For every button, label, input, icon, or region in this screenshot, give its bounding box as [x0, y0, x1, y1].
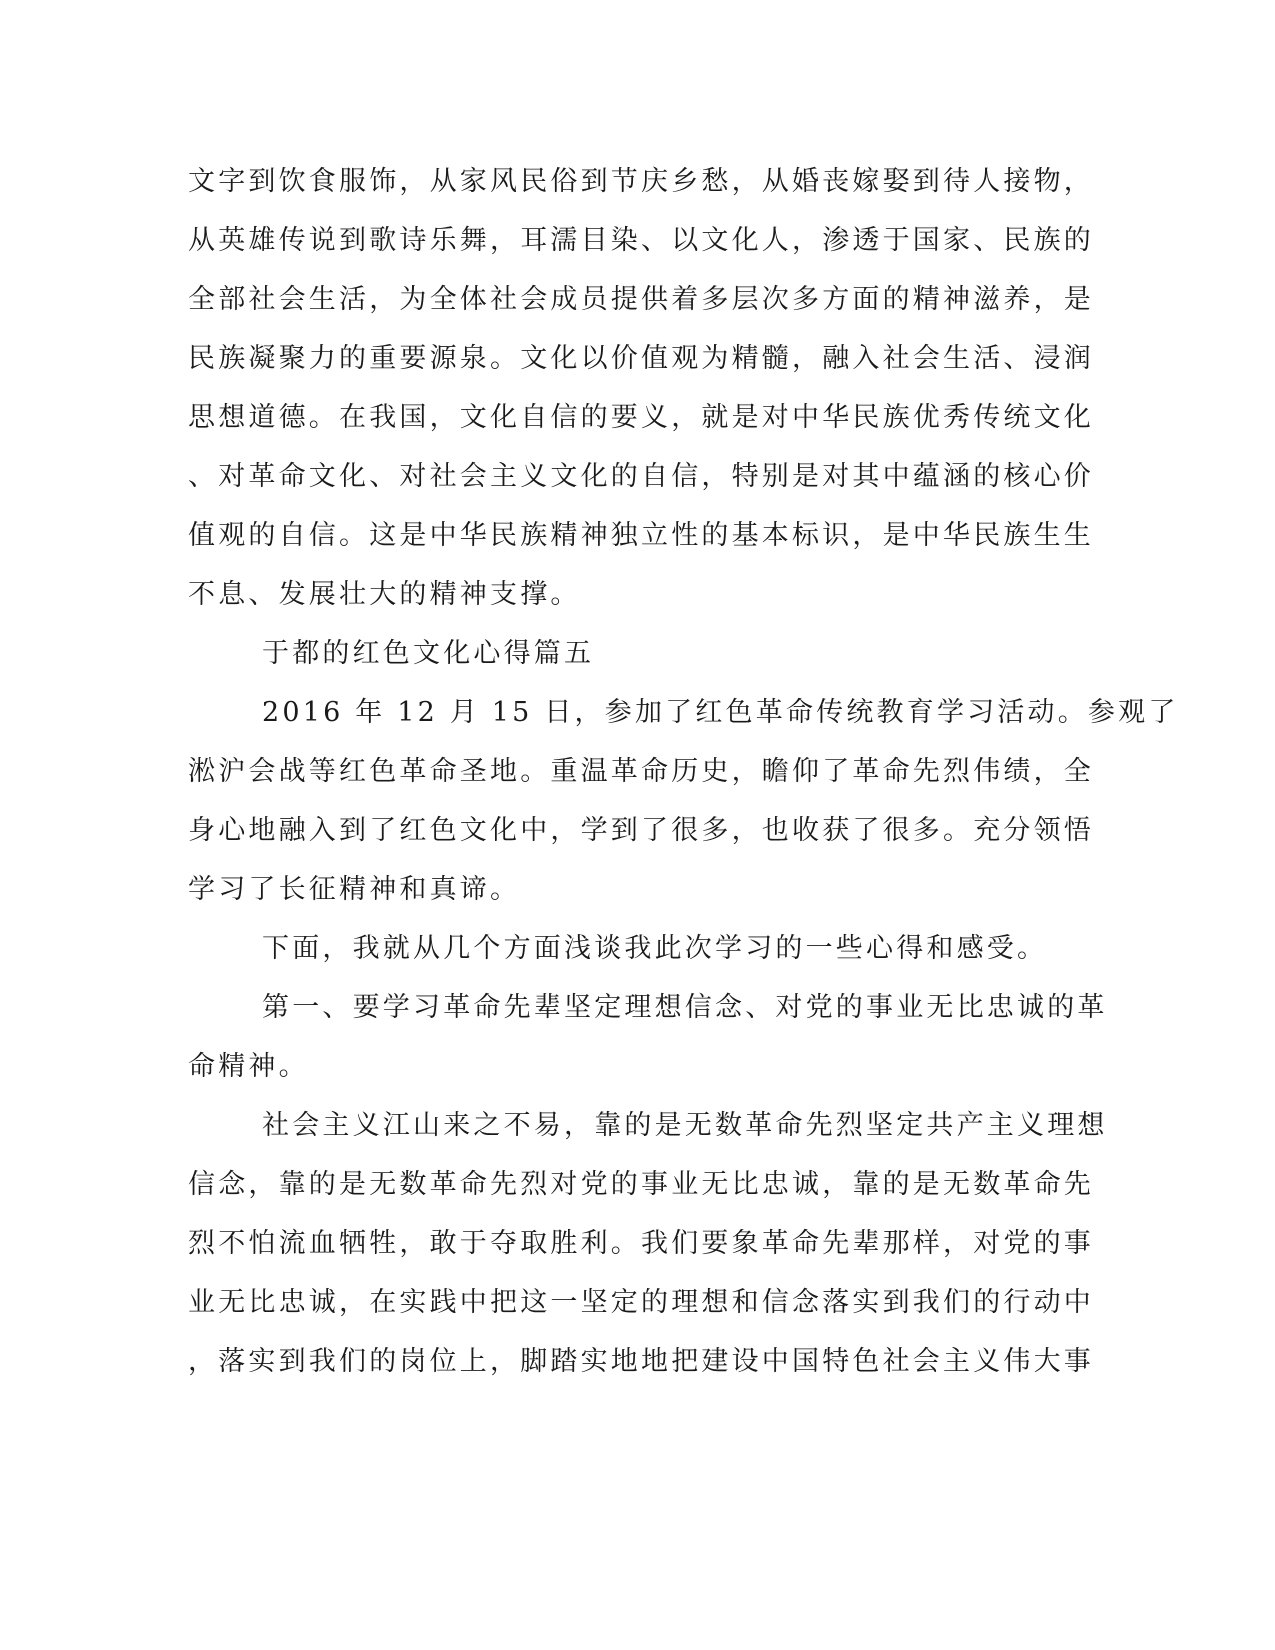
text-line: 不息、发展壮大的精神支撑。 — [188, 579, 581, 610]
text-line: 学习了长征精神和真谛。 — [188, 874, 521, 905]
text-line: 民族凝聚力的重要源泉。文化以价值观为精髓，融入社会生活、浸润 — [188, 343, 1094, 374]
text-line: 文字到饮食服饰，从家风民俗到节庆乡愁，从婚丧嫁娶到待人接物， — [188, 166, 1094, 197]
section-heading: 于都的红色文化心得篇五 — [262, 638, 595, 669]
text-line: 业无比忠诚，在实践中把这一坚定的理想和信念落实到我们的行动中 — [188, 1287, 1094, 1318]
text-line: 淞沪会战等红色革命圣地。重温革命历史，瞻仰了革命先烈伟绩，全 — [188, 756, 1094, 787]
text-line: 下面，我就从几个方面浅谈我此次学习的一些心得和感受。 — [262, 933, 1048, 964]
text-line: 命精神。 — [188, 1051, 309, 1082]
text-line: 社会主义江山来之不易，靠的是无数革命先烈坚定共产主义理想 — [262, 1110, 1108, 1141]
text-line: ，落实到我们的岗位上，脚踏实地地把建设中国特色社会主义伟大事 — [188, 1346, 1094, 1377]
text-line: 全部社会生活，为全体社会成员提供着多层次多方面的精神滋养，是 — [188, 284, 1094, 315]
text-line: 烈不怕流血牺牲，敢于夺取胜利。我们要象革命先辈那样，对党的事 — [188, 1228, 1094, 1259]
text-line: 值观的自信。这是中华民族精神独立性的基本标识，是中华民族生生 — [188, 520, 1094, 551]
text-line: 、对革命文化、对社会主义文化的自信，特别是对其中蕴涵的核心价 — [188, 461, 1094, 492]
text-line: 第一、要学习革命先辈坚定理想信念、对党的事业无比忠诚的革 — [262, 992, 1108, 1023]
text-line: 2016 年 12 月 15 日，参加了红色革命传统教育学习活动。参观了 — [262, 697, 1179, 728]
text-line: 从英雄传说到歌诗乐舞，耳濡目染、以文化人，渗透于国家、民族的 — [188, 225, 1094, 256]
text-line: 身心地融入到了红色文化中，学到了很多，也收获了很多。充分领悟 — [188, 815, 1094, 846]
text-line: 信念，靠的是无数革命先烈对党的事业无比忠诚，靠的是无数革命先 — [188, 1169, 1094, 1200]
text-line: 思想道德。在我国，文化自信的要义，就是对中华民族优秀传统文化 — [188, 402, 1094, 433]
